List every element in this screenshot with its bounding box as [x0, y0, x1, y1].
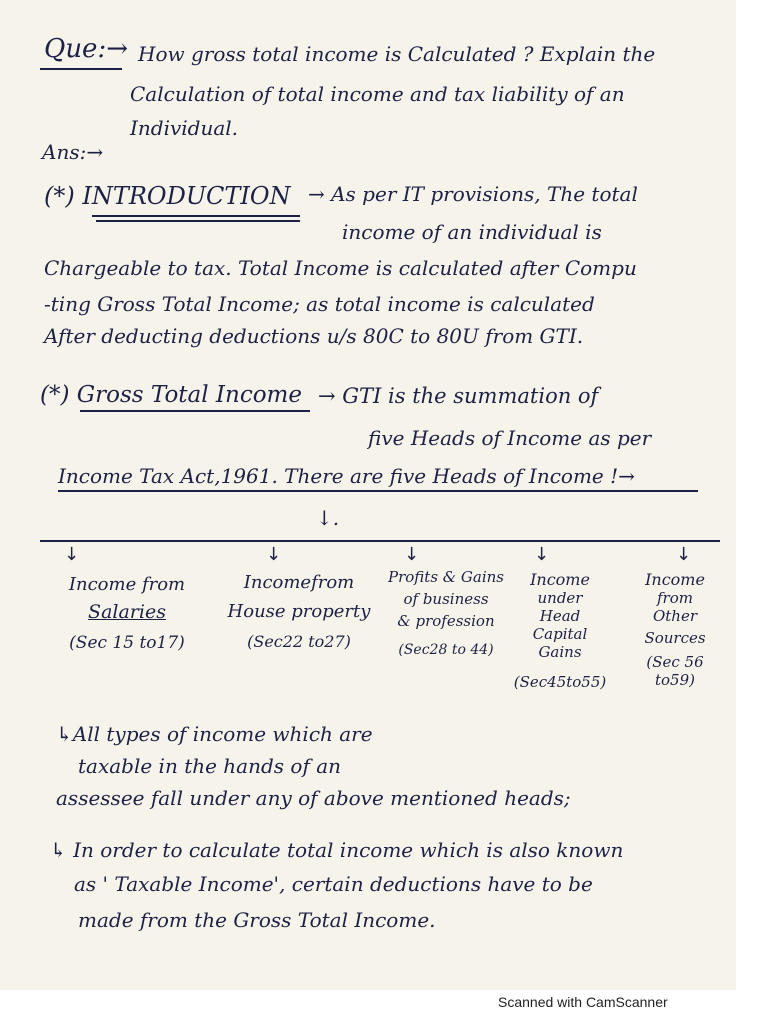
head-capital-gains-l2: under — [537, 589, 583, 607]
head-business-name-2: & profession — [397, 612, 495, 630]
branch-arrow-2: ↓ — [266, 544, 282, 565]
head-house-property-name: House property — [227, 601, 371, 622]
head-business-title: Profits & Gains — [388, 568, 504, 586]
head-capital-gains-l1: Income — [530, 570, 590, 589]
point-1-line-3: assessee fall under any of above mentioned heads; — [56, 786, 571, 810]
head-other-sources — [626, 570, 724, 689]
gti-line-2: five Heads of Income as per — [368, 426, 652, 450]
question-line-2: Calculation of total income and tax liability of an — [130, 82, 625, 106]
point-1-line-2: taxable in the hands of an — [78, 754, 342, 778]
head-other-sources-l6: to59) — [655, 671, 695, 689]
point-2-line-2: as ' Taxable Income', certain deductions have to be — [74, 872, 593, 896]
head-house-property-title: Incomefrom — [243, 572, 355, 593]
head-other-sources-l3: Other — [652, 607, 698, 625]
head-capital-gains-l4: Capital — [532, 625, 588, 643]
head-other-sources-l1: Income — [645, 570, 705, 589]
answer-label: Ans:→ — [42, 140, 104, 164]
question-label-underline — [40, 68, 122, 70]
gti-line-1: → GTI is the summation of — [318, 384, 599, 408]
question-line-3: Individual. — [130, 116, 239, 140]
introduction-underline-1 — [92, 215, 300, 217]
head-other-sources-l4: Sources — [644, 629, 706, 647]
head-capital-gains-l3: Head — [539, 607, 581, 625]
head-house-property — [226, 572, 372, 651]
heads-branch-line — [40, 540, 720, 542]
branch-arrow-1: ↓ — [64, 544, 80, 565]
introduction-line-1: → As per IT provisions, The total — [308, 182, 638, 206]
head-salaries-title: Income from — [68, 574, 186, 595]
point-2-line-3: made from the Gross Total Income. — [78, 908, 436, 932]
introduction-line-5: After deducting deductions u/s 80C to 80U from GTI. — [44, 324, 584, 348]
introduction-heading: (*) INTRODUCTION — [44, 182, 291, 210]
point-2-line-1: ↳ In order to calculate total income which is also known — [50, 838, 624, 862]
branch-arrow-5: ↓ — [676, 544, 692, 565]
head-other-sources-l5: (Sec 56 — [646, 653, 704, 671]
head-salaries-section: (Sec 15 to17) — [69, 633, 185, 653]
question-line-1: How gross total income is Calculated ? Explain the — [138, 42, 656, 66]
introduction-line-4: -ting Gross Total Income; as total income is calculated — [44, 292, 595, 316]
introduction-underline-2 — [96, 220, 300, 222]
head-business-name: of business — [403, 590, 489, 608]
head-salaries-name: Salaries — [88, 601, 166, 623]
head-capital-gains-section: (Sec45to55) — [513, 673, 607, 691]
head-capital-gains — [504, 570, 616, 691]
head-capital-gains-l5: Gains — [538, 643, 582, 661]
head-other-sources-l2: from — [657, 589, 693, 607]
branch-arrow-4: ↓ — [534, 544, 550, 565]
gti-heading: (*) Gross Total Income — [40, 382, 302, 408]
gti-heading-underline — [80, 410, 310, 412]
head-business — [382, 568, 510, 658]
scanner-watermark: Scanned with CamScanner — [498, 994, 668, 1010]
head-salaries — [52, 574, 202, 653]
question-label: Que:→ — [44, 34, 128, 64]
gti-line-3: Income Tax Act,1961. There are five Heads of Income !→ — [58, 464, 635, 488]
introduction-line-2: income of an individual is — [342, 220, 602, 244]
gti-line-3-underline — [58, 490, 698, 492]
branch-arrow-3: ↓ — [404, 544, 420, 565]
gti-down-arrow: ↓. — [316, 506, 340, 530]
head-business-section: (Sec28 to 44) — [398, 642, 494, 658]
point-1-line-1: ↳All types of income which are — [56, 722, 373, 746]
head-house-property-section: (Sec22 to27) — [247, 632, 351, 651]
introduction-line-3: Chargeable to tax. Total Income is calculated after Compu — [44, 256, 637, 280]
